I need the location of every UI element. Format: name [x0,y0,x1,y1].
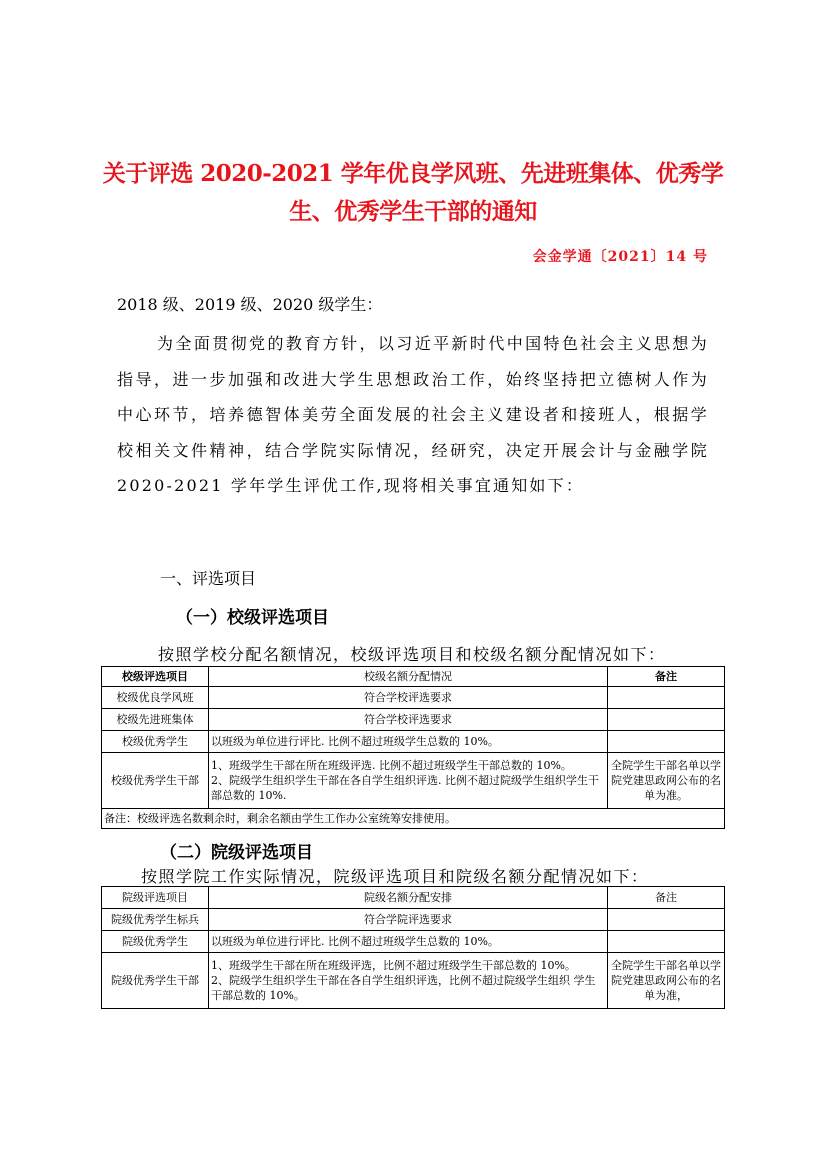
alloc-cell: 符合学校评选要求 [208,687,607,709]
item-cell: 校级先进班集体 [102,709,209,731]
header-cell: 备注 [607,887,724,909]
title-line-2: 生、优秀学生干部的通知 [289,198,537,225]
notice-title [100,155,726,231]
section-heading-1: 一、评选项目 [160,569,257,588]
note-cell [607,731,724,753]
item-cell: 院级优秀学生 [102,931,209,953]
table-footnote: 备注：校级评选名数剩余时，剩余名额由学生工作办公室统筹安排使用。 [102,809,725,829]
document-number: 会金学通〔2021〕14 号 [532,249,708,265]
alloc-cell [208,753,607,809]
table-row [102,687,725,709]
table-row [102,709,725,731]
table-row [102,953,725,1009]
table-header-row [102,667,725,687]
alloc-cell: 以班级为单位进行评比. 比例不超过班级学生总数的 10%。 [208,931,607,953]
note-cell: 全院学生干部名单以学院党建思政网公布的名单为准。 [607,753,724,809]
item-cell: 校级优良学风班 [102,687,209,709]
alloc-line-1: 1、班级学生干部在所在班级评选，比例不超过班级学生干部总数的 10%。 [210,959,576,972]
college-table-intro: 按照学院工作实际情况，院级评选项目和院级名额分配情况如下： [141,867,649,886]
college-level-table [101,886,725,1009]
greeting: 2018 级、2019 级、2020 级学生： [117,295,383,314]
header-cell: 校级评选项目 [102,667,209,687]
table-header-row [102,887,725,909]
table-row [102,731,725,753]
item-cell: 院级优秀学生干部 [102,953,209,1009]
note-cell [607,709,724,731]
item-cell: 院级优秀学生标兵 [102,909,209,931]
header-cell: 备注 [607,667,724,687]
header-cell: 院级名额分配安排 [208,887,607,909]
table-row [102,931,725,953]
title-line-1: 关于评选 2020-2021 学年优良学风班、先进班集体、优秀学 [102,160,724,187]
school-level-table [101,666,725,829]
table-row [102,753,725,809]
alloc-cell [208,953,607,1009]
subsection-heading-school: （一）校级评选项目 [176,608,329,628]
alloc-cell: 符合学校评选要求 [208,709,607,731]
alloc-line-2: 2、院级学生组织学生干部在各自学生组织评选，比例不超过院级学生组织 学生干部总数的 10%。 [210,974,596,1002]
alloc-line-1: 1、班级学生干部在所在班级评选. 比例不超过班级学生干部总数的 10%。 [210,759,572,772]
table-footnote-row [102,809,725,829]
subsection-heading-college: （二）院级评选项目 [160,843,313,863]
body-paragraph: 为全面贯彻党的教育方针，以习近平新时代中国特色社会主义思想为指导，进一步加强和改进大学生思想政治工作，始终坚持把立德树人作为中心环节，培养德智体美劳全面发展的社会主义建设者和接班人，根据学校相关文件精神，结合学院实际情况，经研究，决定开展会计与金融学院 2020-2021 学年学生评优工作,现将相关事宜通知如下： [117,334,709,495]
item-cell: 校级优秀学生干部 [102,753,209,809]
note-cell [607,931,724,953]
table-row [102,909,725,931]
school-table-intro: 按照学校分配名额情况，校级评选项目和校级名额分配情况如下： [158,645,666,664]
note-cell: 全院学生干部名单以学院党建思政网公布的名单为准， [607,953,724,1009]
note-cell [607,909,724,931]
item-cell: 校级优秀学生 [102,731,209,753]
header-cell: 校级名额分配情况 [208,667,607,687]
alloc-line-2: 2、院级学生组织学生干部在各自学生组织评选. 比例不超过院级学生组织学生干部总数的 10%. [210,774,599,802]
header-cell: 院级评选项目 [102,887,209,909]
alloc-cell: 符合学院评选要求 [208,909,607,931]
alloc-cell: 以班级为单位进行评比. 比例不超过班级学生总数的 10%。 [208,731,607,753]
note-cell [607,687,724,709]
